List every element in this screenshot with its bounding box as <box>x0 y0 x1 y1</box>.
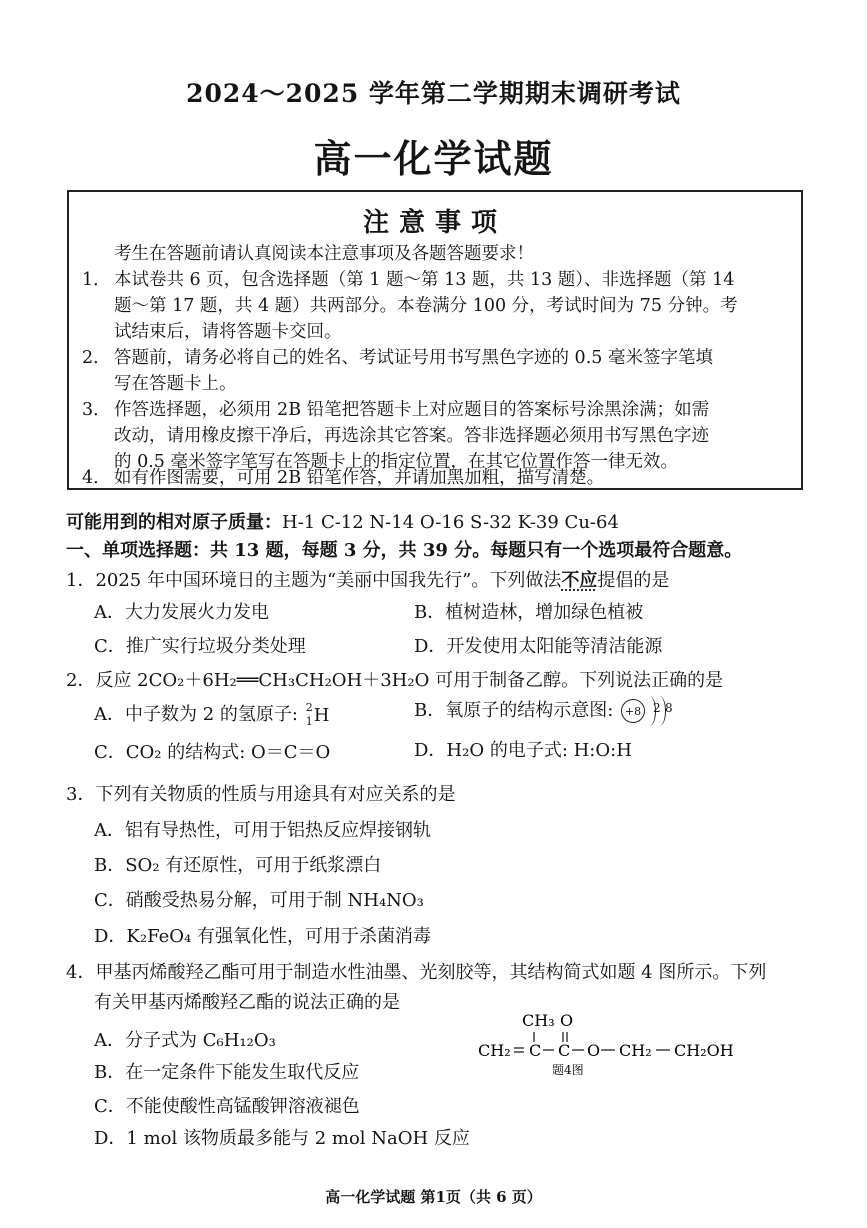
q1-option-d: D．开发使用太阳能等清洁能源 <box>414 636 663 657</box>
section1-title: 一、单项选择题：共 13 题，每题 3 分，共 39 分。每题只有一个选项最符合题意。 <box>66 540 743 561</box>
atomic-masses-values: H-1 C-12 N-14 O-16 S-32 K-39 Cu-64 <box>282 512 619 533</box>
carbon-1-label: C <box>529 1041 542 1060</box>
notice-item-2-num: 2． <box>82 348 111 368</box>
q2-option-b <box>414 696 681 726</box>
shell-2-count: 8 <box>665 701 673 715</box>
atomic-masses-label: 可能用到的相对原子质量： <box>66 512 282 533</box>
vinyl-ch2-label: CH₂ <box>478 1041 511 1060</box>
page-footer: 高一化学试题 第1页（共 6 页） <box>325 1188 542 1206</box>
element-symbol: H <box>313 705 330 726</box>
q2-option-a <box>94 700 332 727</box>
q4-stem-line2: 有关甲基丙烯酸羟乙酯的说法正确的是 <box>94 992 400 1013</box>
shell-1-count: 2 <box>653 701 661 715</box>
notice-item-2-line: 答题前，请务必将自己的姓名、考试证号用书写黑色字迹的 0.5 毫米签字笔填 <box>114 348 713 368</box>
paper-title: 高一化学试题 <box>313 136 554 181</box>
hydrogen-isotope-symbol <box>304 703 332 727</box>
notice-item-1-line: 题～第 17 题，共 4 题）共两部分。本卷满分 100 分，考试时间为 75 分钟。考 <box>114 296 738 316</box>
q1-option-c: C．推广实行垃圾分类处理 <box>94 636 306 657</box>
mass-number: 2 <box>305 701 313 714</box>
q1-option-b: B．植树造林，增加绿色植被 <box>414 602 644 623</box>
notice-heading: 注意事项 <box>362 208 507 238</box>
ethylene-ch2-label: CH₂ <box>619 1041 652 1060</box>
ester-oxygen-label: O <box>587 1041 601 1060</box>
atomic-number: 1 <box>305 715 313 728</box>
q4-option-d: D．1 mol 该物质最多能与 2 mol NaOH 反应 <box>94 1128 470 1149</box>
q3-option-b: B．SO₂ 有还原性，可用于纸浆漂白 <box>94 855 382 876</box>
notice-item-3-num: 3． <box>82 400 111 420</box>
q2-stem: 2．反应 2CO₂＋6H₂══CH₃CH₂OH＋3H₂O 可用于制备乙醇。下列说法正确的是 <box>66 670 724 691</box>
q4-option-c: C．不能使酸性高锰酸钾溶液褪色 <box>94 1096 360 1117</box>
notice-item-1-line: 本试卷共 6 页，包含选择题（第 1 题～第 13 题，共 13 题）、非选择题（第 14 <box>114 270 735 290</box>
carbon-2-label: C <box>558 1041 571 1060</box>
q2-option-c: C．CO₂ 的结构式: O＝C＝O <box>94 742 331 763</box>
notice-intro: 考生在答题前请认真阅读本注意事项及各题答题要求！ <box>114 244 534 264</box>
q4-option-b: B．在一定条件下能发生取代反应 <box>94 1062 360 1083</box>
q4-stem-line1: 4．甲基丙烯酸羟乙酯可用于制造水性油墨、光刻胶等，其结构简式如题 4 图所示。下列 <box>66 962 767 983</box>
carbonyl-oxygen-label: O <box>560 1011 574 1030</box>
notice-item-3-line: 改动，请用橡皮擦干净后，再选涂其它答案。答非选择题必须用书写黑色字迹 <box>114 426 709 446</box>
q3-stem: 3．下列有关物质的性质与用途具有对应关系的是 <box>66 784 456 805</box>
notice-item-4-num: 4． <box>82 468 111 488</box>
methyl-group-label: CH₃ <box>522 1011 555 1030</box>
q1-stem <box>66 566 669 592</box>
q3-option-a: A．铝有导热性，可用于铝热反应焊接钢轨 <box>94 820 431 841</box>
notice-item-3-line: 作答选择题，必须用 2B 铅笔把答题卡上对应题目的答案标号涂黑涂满；如需 <box>114 400 710 420</box>
notice-item-4-line: 如有作图需要，可用 2B 铅笔作答，并请加黑加粗，描写清楚。 <box>114 468 605 488</box>
q4-option-a: A．分子式为 C₆H₁₂O₃ <box>94 1030 276 1051</box>
notice-item-2-line: 写在答题卡上。 <box>114 374 237 394</box>
oxygen-atom-diagram <box>619 696 681 726</box>
q2-option-a-text: A．中子数为 2 的氢原子: <box>94 704 298 725</box>
notice-item-1-line: 试结束后，请将答题卡交回。 <box>114 322 342 342</box>
notice-item-1-num: 1． <box>82 270 111 290</box>
q1-option-a: A．大力发展火力发电 <box>94 602 269 623</box>
q3-option-d: D．K₂FeO₄ 有强氧化性，可用于杀菌消毒 <box>94 926 431 947</box>
q1-stem-a: 1．2025 年中国环境日的主题为“美丽中国我先行”。下列做法 <box>66 570 562 591</box>
q2-option-d: D．H₂O 的电子式: H:O:H <box>414 740 632 761</box>
figure-caption: 题4图 <box>552 1063 584 1077</box>
q1-stem-b: 提倡的是 <box>597 570 670 591</box>
structural-formula-figure <box>470 1008 770 1080</box>
notice-item-3-line: 的 0.5 毫米签字笔写在答题卡上的指定位置，在其它位置作答一律无效。 <box>114 452 678 472</box>
q3-option-c: C．硝酸受热易分解，可用于制 NH₄NO₃ <box>94 890 424 911</box>
atomic-masses <box>66 508 619 534</box>
q1-stem-emphasis: 不应 <box>561 570 598 591</box>
exam-title: 2024～2025 学年第二学期期末调研考试 <box>186 79 681 108</box>
atom-nucleus: +8 <box>621 699 645 723</box>
q2-option-b-text: B．氧原子的结构示意图: <box>414 700 614 721</box>
hydroxyethyl-label: CH₂OH <box>674 1041 734 1060</box>
